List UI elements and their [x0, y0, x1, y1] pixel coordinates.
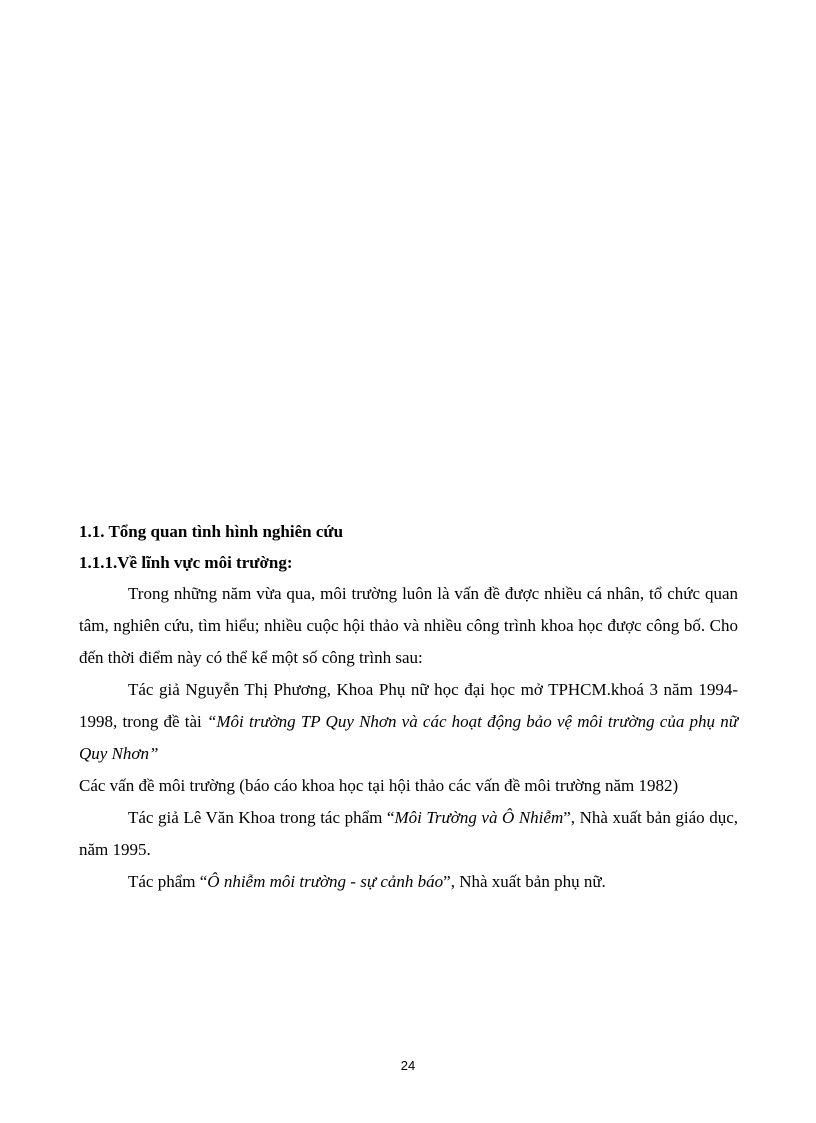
work-1-title: “Môi trường TP Quy Nhơn và các hoạt động bảo vệ môi trường của phụ nữ Quy Nhơn”: [79, 712, 739, 763]
work-4-title: Ô nhiễm môi trường - sự cảnh báo: [207, 872, 444, 891]
subsection-heading: 1.1.1.Về lĩnh vực môi trường:: [79, 553, 293, 572]
work-1-text: Tác giả Nguyễn Thị Phương, Khoa Phụ nữ học đại học mở TPHCM.khoá 3 năm 1994-1998, trong đề tài: [79, 680, 738, 731]
work-3-text-after: ”, Nhà xuất bản giáo dục, năm 1995.: [79, 808, 738, 859]
intro-paragraph: [79, 578, 738, 674]
work-2-paragraph: [79, 770, 738, 802]
work-3-text-before: Tác giả Lê Văn Khoa trong tác phẩm “: [128, 808, 395, 827]
page-content: [79, 516, 738, 898]
section-heading: 1.1. Tổng quan tình hình nghiên cứu: [79, 522, 344, 541]
work-1-paragraph: [79, 674, 738, 770]
work-3-paragraph: [79, 802, 738, 866]
work-4-text-after: ”, Nhà xuất bản phụ nữ.: [443, 872, 606, 891]
page-number: 24: [400, 1058, 416, 1073]
work-4-paragraph: [79, 866, 738, 898]
work-2-text: Các vấn đề môi trường (báo cáo khoa học tại hội thảo các vấn đề môi trường năm 1982): [79, 776, 679, 795]
work-3-title: Môi Trường và Ô Nhiễm: [394, 808, 564, 827]
work-4-text-before: Tác phẩm “: [128, 872, 208, 891]
intro-text: Trong những năm vừa qua, môi trường luôn là vấn đề được nhiều cá nhân, tổ chức quan tâm, nghiên cứu, tìm hiểu; nhiều cuộc hội thảo và nhiều công trình khoa học được công bố. Cho đến thời điểm này có thể kể một số công trình sau:: [79, 584, 738, 667]
